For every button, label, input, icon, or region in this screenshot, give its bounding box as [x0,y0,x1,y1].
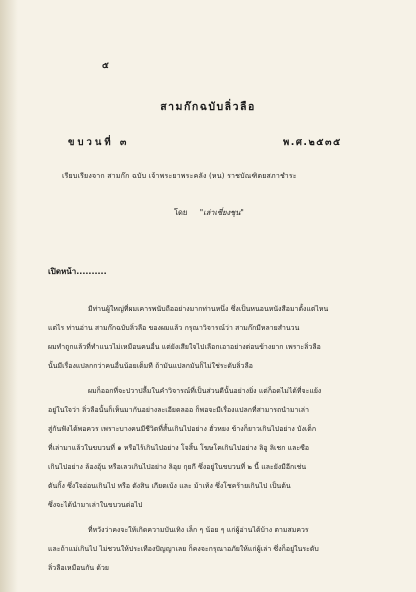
document-title: สามก๊กฉบับลิ่วลือ [160,101,256,113]
body-line: ลิ่วลือเหมือนกัน ด้วย [48,564,109,572]
corner-mark: ๕ [102,61,109,71]
body-line: ที่หวังว่าคงจะให้เกิดความบันเทิง เล็ก ๆ น้อย ๆ แก่ผู้อ่านได้บ้าง ตามสมควร [88,526,309,534]
body-line: นั้นมีเรื่องแปลกกว่าคนอื่นน้อยเต็มที ถ้ามันแปลกมันก็ไม่ใช่ระดับลิ่วลือ [48,362,253,370]
body-line: แต่ไร ท่านอ่าน สามก๊กฉบับลิ่วลือ ของผมแล้ว กรุณาวิจารณ์ว่า สามก๊กมีหลายสำนวน [48,324,300,332]
year-label: พ.ศ.๒๕๓๕ [283,137,342,148]
binding-edge-shadow [0,0,18,592]
body-line: อยู่ในใจว่า ลิ่วลือนั้นก็เห็นมากันอย่างละเอียดลออ ก็พอจะมีเรื่องแปลกที่สามารถนำมาเล่า [48,406,309,414]
body-line: ผมก็ออกที่จะปวาปลื้มในคำวิจารณ์ที่เป็นส่วนดีนั้นอย่างยิ่ง แต่ก็อดไม่ได้ที่จะแย้ง [88,387,322,395]
body-line: ที่เล่ามาแล้วในขบวนที่ ๑ หรือไร้เกินไปอย่าง โจสิ้น โฆษโคเกินไปอย่าง ลิอู ลิเชก และซือ [48,444,310,452]
preface-heading: เปิดหน้า.......... [48,267,107,276]
body-line: ผมทำถูกแล้วที่ทำแนวไม่เหมือนคนอื่น แต่ยังเสียใจไปเลือกเอาอย่างต่อนข้างยาก เพราะลิ่วลือ [48,343,321,351]
author-name: "เล่าเซี่ยงชุน" [199,208,244,217]
body-line: ซึ่งจะได้นำมาเล่าในขบวนต่อไป [48,501,143,509]
author-line [174,207,244,219]
author-prefix: โดย [174,208,188,217]
body-line: ตันกิ้ง ซึ่งใจอ่อนเกินไป หรือ ตังสิน เกียดเบ้ง และ ม้าเท้ง ซึ่งโชคร้ายเกินไป เป็นต้น [48,482,291,490]
volume-number: ขบวนที่ ๓ [68,137,130,148]
body-line: และถ้าแม่เกินไป ไม่ชวนให้ประเทืองปัญญาเลย ก็คงจะกรุณาอภัยให้แก่ผู้เล่า ซึ่งก็อยู่ในระดับ [48,545,319,553]
body-line: มีท่านผู้ใหญ่ที่ผมเคารพนับถืออย่างมากท่านหนึ่ง ซึ่งเป็นหนอนหนังสือมาตั้งแต่ไหน [88,305,329,313]
source-line: เรียบเรียงจาก สามก๊ก ฉบับ เจ้าพระยาพระคลัง (หน) ราชบัณฑิตยสภาชำระ [62,172,297,180]
body-line: สู่กันฟังได้พอควร เพราะบางคนมีชีวิตที่สั้นเกินไปอย่าง ฮั่วหยง ข้างก็ยาวเกินไปอย่าง บังเต็ก [48,425,317,433]
body-line: เกินไปอย่าง ล้องอุ้น หรือเลวเกินไปอย่าง ลิอุย กุยกี ซึ่งอยู่ในขบวนที่ ๒ นี้ และยังมีอีกเช่น [48,463,307,471]
body-text [48,300,378,578]
